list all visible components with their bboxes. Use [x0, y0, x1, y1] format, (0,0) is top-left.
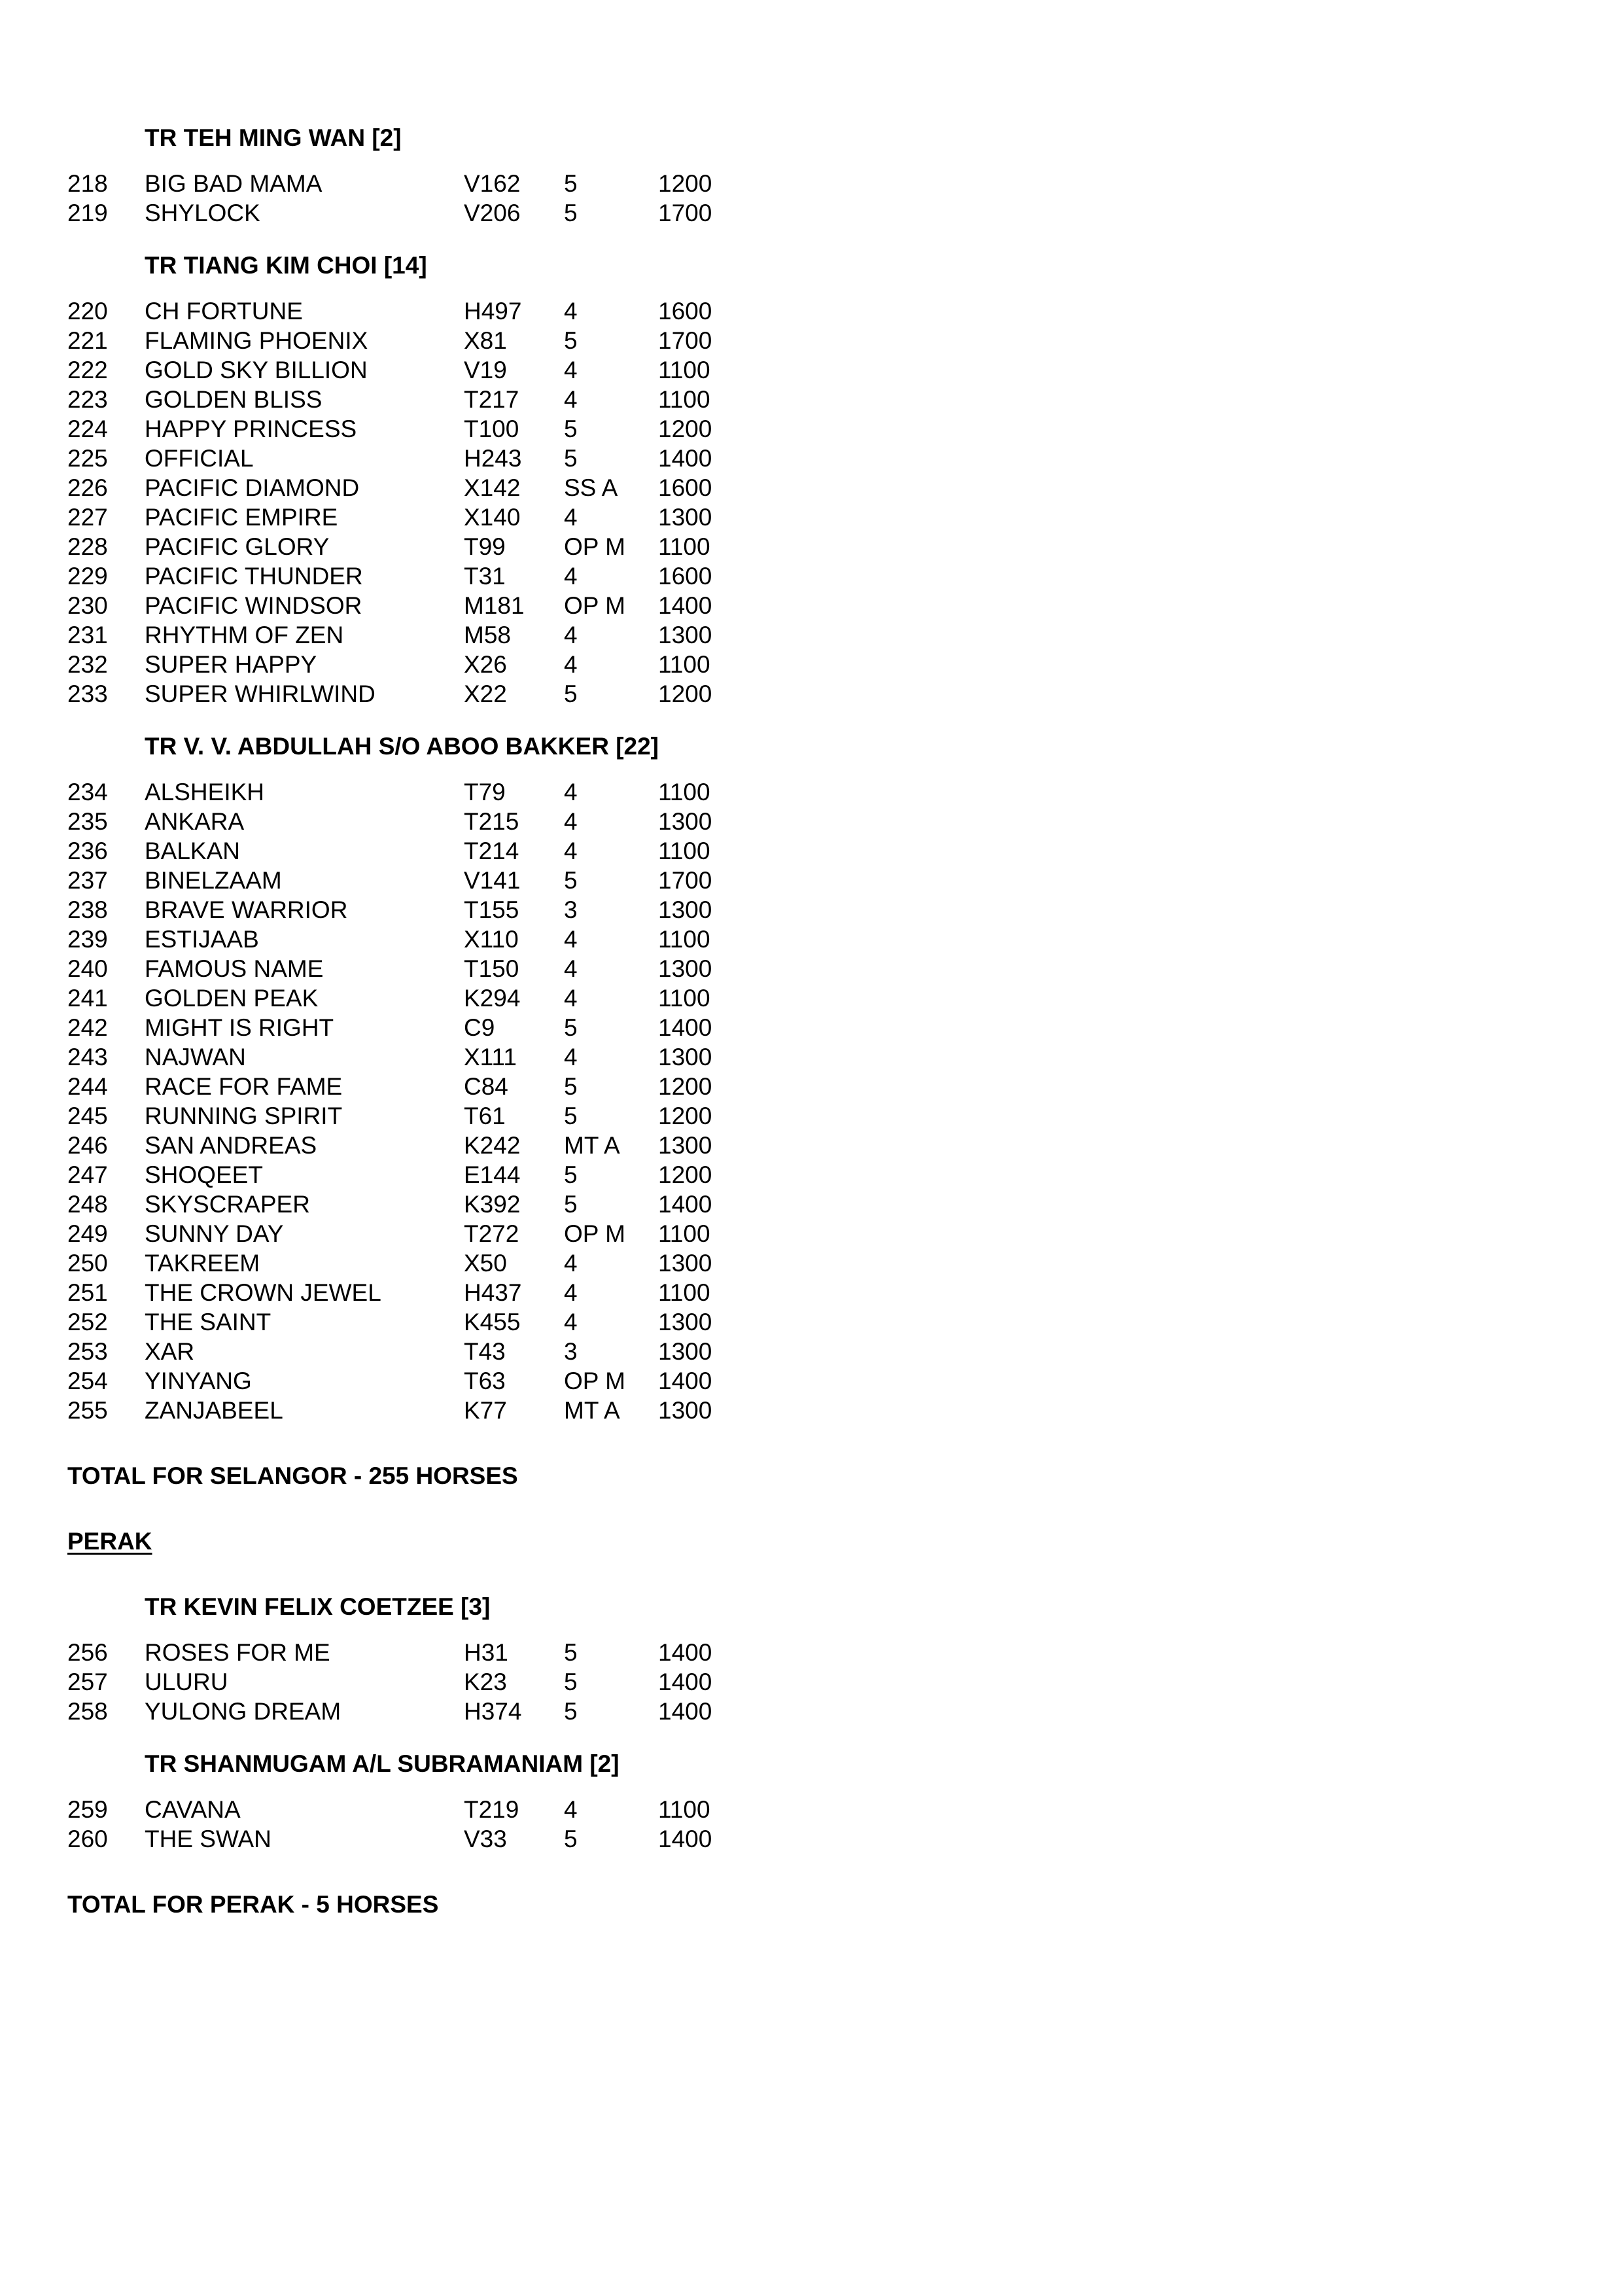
- table-row: [0, 169, 1623, 198]
- total-line: [0, 1461, 1623, 1491]
- horse-number: 243: [67, 1044, 108, 1070]
- horse-code: V19: [464, 357, 507, 383]
- horse-class: 4: [564, 386, 578, 413]
- table-row: [0, 1190, 1623, 1219]
- horse-code: X81: [464, 327, 507, 354]
- horse-code: X111: [464, 1044, 517, 1070]
- horse-number: 241: [67, 985, 108, 1012]
- horse-name: ZANJABEEL: [145, 1397, 283, 1424]
- horse-name: BINELZAAM: [145, 867, 282, 894]
- horse-rating: 1300: [658, 1309, 712, 1335]
- horse-number: 246: [67, 1132, 108, 1159]
- table-row: [0, 1160, 1623, 1190]
- horse-rating: 1100: [658, 357, 710, 383]
- horse-code: T214: [464, 838, 519, 864]
- horse-rating: 1300: [658, 1338, 712, 1365]
- horse-rating: 1300: [658, 1397, 712, 1424]
- horse-name: SAN ANDREAS: [145, 1132, 317, 1159]
- horse-class: 4: [564, 1279, 578, 1306]
- horse-code: T63: [464, 1368, 506, 1394]
- horse-number: 232: [67, 651, 108, 678]
- horse-class: 4: [564, 1044, 578, 1070]
- horse-number: 255: [67, 1397, 108, 1424]
- table-row: [0, 777, 1623, 807]
- horse-class: 4: [564, 651, 578, 678]
- horse-class: OP M: [564, 1220, 625, 1247]
- horse-class: 5: [564, 170, 578, 197]
- horse-name: FLAMING PHOENIX: [145, 327, 368, 354]
- horse-number: 254: [67, 1368, 108, 1394]
- horse-number: 235: [67, 808, 108, 835]
- horse-number: 245: [67, 1103, 108, 1129]
- table-row: [0, 414, 1623, 444]
- horse-name: RHYTHM OF ZEN: [145, 622, 344, 648]
- horse-number: 251: [67, 1279, 108, 1306]
- horse-name: SUNNY DAY: [145, 1220, 284, 1247]
- horse-class: 4: [564, 1796, 578, 1823]
- horse-rating: 1200: [658, 680, 712, 707]
- table-row: [0, 983, 1623, 1013]
- horse-class: 4: [564, 622, 578, 648]
- horse-class: 5: [564, 1826, 578, 1852]
- horse-code: H374: [464, 1698, 522, 1725]
- horse-number: 226: [67, 474, 108, 501]
- horse-name: HAPPY PRINCESS: [145, 415, 357, 442]
- horse-name: MIGHT IS RIGHT: [145, 1014, 334, 1041]
- horse-name: PACIFIC GLORY: [145, 533, 330, 560]
- horse-rating: 1300: [658, 896, 712, 923]
- horse-code: X140: [464, 504, 521, 531]
- horse-code: V33: [464, 1826, 507, 1852]
- horse-number: 259: [67, 1796, 108, 1823]
- horse-class: 5: [564, 1103, 578, 1129]
- horse-number: 234: [67, 779, 108, 805]
- horse-rating: 1300: [658, 1250, 712, 1277]
- horse-name: CAVANA: [145, 1796, 241, 1823]
- horse-name: PACIFIC EMPIRE: [145, 504, 338, 531]
- table-row: [0, 561, 1623, 591]
- table-row: [0, 326, 1623, 355]
- horse-rating: 1700: [658, 327, 712, 354]
- table-row: [0, 1638, 1623, 1667]
- horse-number: 227: [67, 504, 108, 531]
- horse-number: 229: [67, 563, 108, 590]
- horse-code: T100: [464, 415, 519, 442]
- horse-class: 5: [564, 1014, 578, 1041]
- table-row: [0, 1824, 1623, 1854]
- horse-number: 244: [67, 1073, 108, 1100]
- horse-rating: 1300: [658, 955, 712, 982]
- table-row: [0, 954, 1623, 983]
- horse-name: PACIFIC THUNDER: [145, 563, 363, 590]
- horse-name: OFFICIAL: [145, 445, 254, 472]
- horse-class: 5: [564, 200, 578, 226]
- horse-code: H497: [464, 298, 522, 325]
- horse-code: X110: [464, 926, 519, 953]
- horse-name: SKYSCRAPER: [145, 1191, 310, 1218]
- total-text: TOTAL FOR SELANGOR - 255 HORSES: [67, 1462, 518, 1489]
- horse-name: ULURU: [145, 1669, 228, 1695]
- horse-rating: 1600: [658, 298, 712, 325]
- horse-class: 5: [564, 1161, 578, 1188]
- horse-number: 219: [67, 200, 108, 226]
- horse-number: 250: [67, 1250, 108, 1277]
- trainer-heading-text: TR V. V. ABDULLAH S/O ABOO BAKKER [22]: [145, 733, 659, 760]
- horse-code: T79: [464, 779, 506, 805]
- horse-number: 220: [67, 298, 108, 325]
- table-row: [0, 444, 1623, 473]
- horse-number: 236: [67, 838, 108, 864]
- horse-class: OP M: [564, 592, 625, 619]
- horse-class: 4: [564, 1250, 578, 1277]
- horse-class: 4: [564, 955, 578, 982]
- horse-number: 257: [67, 1669, 108, 1695]
- trainer-heading: [0, 123, 1623, 152]
- table-row: [0, 1248, 1623, 1278]
- horse-number: 233: [67, 680, 108, 707]
- horse-rating: 1100: [658, 533, 710, 560]
- region-heading: [0, 1527, 1623, 1556]
- horse-rating: 1200: [658, 1161, 712, 1188]
- horse-class: 5: [564, 680, 578, 707]
- horse-class: 3: [564, 896, 578, 923]
- horse-code: T43: [464, 1338, 506, 1365]
- horse-code: X50: [464, 1250, 507, 1277]
- horse-name: SUPER HAPPY: [145, 651, 317, 678]
- table-row: [0, 355, 1623, 385]
- horse-number: 242: [67, 1014, 108, 1041]
- table-row: [0, 1101, 1623, 1131]
- table-row: [0, 650, 1623, 679]
- horse-name: YULONG DREAM: [145, 1698, 341, 1725]
- horse-class: 4: [564, 1309, 578, 1335]
- trainer-heading-text: TR TEH MING WAN [2]: [145, 124, 402, 151]
- horse-number: 230: [67, 592, 108, 619]
- table-row: [0, 1795, 1623, 1824]
- horse-rating: 1100: [658, 926, 710, 953]
- table-row: [0, 679, 1623, 709]
- table-row: [0, 1697, 1623, 1726]
- horse-class: 5: [564, 1191, 578, 1218]
- horse-number: 231: [67, 622, 108, 648]
- table-row: [0, 198, 1623, 228]
- horse-code: T150: [464, 955, 519, 982]
- horse-rating: 1300: [658, 622, 712, 648]
- horse-name: XAR: [145, 1338, 195, 1365]
- horse-rating: 1100: [658, 1279, 710, 1306]
- horse-name: ESTIJAAB: [145, 926, 259, 953]
- horse-code: K294: [464, 985, 521, 1012]
- horse-rating: 1400: [658, 1698, 712, 1725]
- horse-number: 252: [67, 1309, 108, 1335]
- horse-class: 4: [564, 838, 578, 864]
- horse-class: 5: [564, 1698, 578, 1725]
- horse-class: 5: [564, 445, 578, 472]
- horse-name: ROSES FOR ME: [145, 1639, 330, 1666]
- horse-class: 3: [564, 1338, 578, 1365]
- table-row: [0, 1278, 1623, 1307]
- horse-code: X26: [464, 651, 507, 678]
- horse-class: 4: [564, 985, 578, 1012]
- horse-rating: 1200: [658, 415, 712, 442]
- horse-code: M181: [464, 592, 525, 619]
- horse-code: V141: [464, 867, 521, 894]
- horse-rating: 1300: [658, 1132, 712, 1159]
- horse-class: 4: [564, 298, 578, 325]
- horse-code: T217: [464, 386, 519, 413]
- horse-rating: 1100: [658, 386, 710, 413]
- table-row: [0, 1013, 1623, 1042]
- horse-class: MT A: [564, 1397, 620, 1424]
- table-row: [0, 1131, 1623, 1160]
- horse-rating: 1100: [658, 1220, 710, 1247]
- horse-code: H437: [464, 1279, 522, 1306]
- table-row: [0, 532, 1623, 561]
- table-row: [0, 895, 1623, 925]
- horse-rating: 1300: [658, 504, 712, 531]
- horse-rating: 1400: [658, 445, 712, 472]
- horse-code: K23: [464, 1669, 507, 1695]
- horse-rating: 1700: [658, 200, 712, 226]
- horse-name: SHOQEET: [145, 1161, 263, 1188]
- horse-name: YINYANG: [145, 1368, 252, 1394]
- horse-code: T215: [464, 808, 519, 835]
- horse-name: FAMOUS NAME: [145, 955, 324, 982]
- horse-class: 4: [564, 563, 578, 590]
- horse-number: 228: [67, 533, 108, 560]
- horse-name: THE SWAN: [145, 1826, 271, 1852]
- horse-rating: 1100: [658, 838, 710, 864]
- horse-name: SHYLOCK: [145, 200, 260, 226]
- table-row: [0, 807, 1623, 836]
- horse-rating: 1200: [658, 170, 712, 197]
- trainer-heading: [0, 251, 1623, 280]
- horse-name: GOLD SKY BILLION: [145, 357, 368, 383]
- horse-rating: 1100: [658, 985, 710, 1012]
- horse-number: 224: [67, 415, 108, 442]
- horse-rating: 1200: [658, 1073, 712, 1100]
- horse-rating: 1400: [658, 1014, 712, 1041]
- horse-class: OP M: [564, 533, 625, 560]
- horse-number: 237: [67, 867, 108, 894]
- horse-name: BRAVE WARRIOR: [145, 896, 348, 923]
- table-row: [0, 1072, 1623, 1101]
- table-row: [0, 1219, 1623, 1248]
- horse-rating: 1400: [658, 1826, 712, 1852]
- horse-code: T61: [464, 1103, 506, 1129]
- horse-number: 221: [67, 327, 108, 354]
- horse-number: 253: [67, 1338, 108, 1365]
- horse-class: 5: [564, 327, 578, 354]
- table-row: [0, 836, 1623, 866]
- trainer-heading: [0, 1749, 1623, 1778]
- horse-name: GOLDEN PEAK: [145, 985, 319, 1012]
- horse-name: RACE FOR FAME: [145, 1073, 343, 1100]
- horse-number: 222: [67, 357, 108, 383]
- horse-number: 239: [67, 926, 108, 953]
- horse-number: 223: [67, 386, 108, 413]
- horse-code: T219: [464, 1796, 519, 1823]
- horse-class: 4: [564, 926, 578, 953]
- horse-code: K455: [464, 1309, 521, 1335]
- horse-code: H31: [464, 1639, 508, 1666]
- table-row: [0, 1366, 1623, 1396]
- horse-class: SS A: [564, 474, 618, 501]
- horse-rating: 1400: [658, 1191, 712, 1218]
- horse-rating: 1300: [658, 1044, 712, 1070]
- horse-rating: 1100: [658, 651, 710, 678]
- table-row: [0, 385, 1623, 414]
- horse-name: THE SAINT: [145, 1309, 271, 1335]
- horse-name: PACIFIC DIAMOND: [145, 474, 360, 501]
- trainer-heading: [0, 732, 1623, 761]
- horse-class: 5: [564, 1669, 578, 1695]
- horse-number: 258: [67, 1698, 108, 1725]
- horse-name: PACIFIC WINDSOR: [145, 592, 362, 619]
- horse-rating: 1600: [658, 563, 712, 590]
- horse-code: X142: [464, 474, 521, 501]
- table-row: [0, 1396, 1623, 1425]
- table-row: [0, 1667, 1623, 1697]
- horse-number: 249: [67, 1220, 108, 1247]
- horse-code: K242: [464, 1132, 521, 1159]
- horse-code: K392: [464, 1191, 521, 1218]
- horse-rating: 1600: [658, 474, 712, 501]
- table-row: [0, 296, 1623, 326]
- trainer-heading: [0, 1592, 1623, 1621]
- horse-name: SUPER WHIRLWIND: [145, 680, 375, 707]
- horse-code: V162: [464, 170, 521, 197]
- horse-name: THE CROWN JEWEL: [145, 1279, 381, 1306]
- horse-class: 4: [564, 504, 578, 531]
- horse-class: 4: [564, 808, 578, 835]
- horse-number: 238: [67, 896, 108, 923]
- horse-rating: 1400: [658, 1639, 712, 1666]
- horse-rating: 1200: [658, 1103, 712, 1129]
- horse-class: 5: [564, 1073, 578, 1100]
- table-row: [0, 1337, 1623, 1366]
- region-heading-text: PERAK: [67, 1528, 152, 1555]
- table-row: [0, 925, 1623, 954]
- horse-name: ANKARA: [145, 808, 245, 835]
- table-row: [0, 503, 1623, 532]
- horse-code: X22: [464, 680, 507, 707]
- table-row: [0, 620, 1623, 650]
- horse-number: 240: [67, 955, 108, 982]
- horse-name: NAJWAN: [145, 1044, 246, 1070]
- horse-name: TAKREEM: [145, 1250, 260, 1277]
- horse-code: H243: [464, 445, 522, 472]
- horse-class: OP M: [564, 1368, 625, 1394]
- horse-name: RUNNING SPIRIT: [145, 1103, 343, 1129]
- horse-number: 256: [67, 1639, 108, 1666]
- horse-rating: 1300: [658, 808, 712, 835]
- horse-code: T99: [464, 533, 506, 560]
- horse-class: 4: [564, 357, 578, 383]
- total-line: [0, 1890, 1623, 1919]
- horse-class: MT A: [564, 1132, 620, 1159]
- horse-code: C9: [464, 1014, 495, 1041]
- table-row: [0, 473, 1623, 503]
- horse-name: GOLDEN BLISS: [145, 386, 323, 413]
- horse-number: 260: [67, 1826, 108, 1852]
- horse-rating: 1700: [658, 867, 712, 894]
- horse-class: 5: [564, 1639, 578, 1666]
- table-row: [0, 1042, 1623, 1072]
- table-row: [0, 866, 1623, 895]
- horse-code: T31: [464, 563, 506, 590]
- horse-number: 248: [67, 1191, 108, 1218]
- horse-code: M58: [464, 622, 511, 648]
- horse-rating: 1400: [658, 1669, 712, 1695]
- horse-code: T155: [464, 896, 519, 923]
- total-text: TOTAL FOR PERAK - 5 HORSES: [67, 1891, 439, 1918]
- horse-name: ALSHEIKH: [145, 779, 265, 805]
- horse-rating: 1400: [658, 592, 712, 619]
- horse-name: BALKAN: [145, 838, 241, 864]
- horse-code: E144: [464, 1161, 521, 1188]
- horse-rating: 1100: [658, 1796, 710, 1823]
- horse-class: 4: [564, 779, 578, 805]
- horse-code: T272: [464, 1220, 519, 1247]
- table-row: [0, 1307, 1623, 1337]
- horse-class: 5: [564, 867, 578, 894]
- trainer-heading-text: TR TIANG KIM CHOI [14]: [145, 252, 427, 279]
- horse-name: BIG BAD MAMA: [145, 170, 323, 197]
- horse-number: 247: [67, 1161, 108, 1188]
- trainer-heading-text: TR SHANMUGAM A/L SUBRAMANIAM [2]: [145, 1750, 620, 1777]
- horse-code: K77: [464, 1397, 507, 1424]
- table-row: [0, 591, 1623, 620]
- horse-name: CH FORTUNE: [145, 298, 303, 325]
- horse-rating: 1400: [658, 1368, 712, 1394]
- horse-class: 5: [564, 415, 578, 442]
- horse-number: 218: [67, 170, 108, 197]
- horse-number: 225: [67, 445, 108, 472]
- horse-code: V206: [464, 200, 521, 226]
- horse-code: C84: [464, 1073, 508, 1100]
- horse-rating: 1100: [658, 779, 710, 805]
- trainer-heading-text: TR KEVIN FELIX COETZEE [3]: [145, 1593, 491, 1620]
